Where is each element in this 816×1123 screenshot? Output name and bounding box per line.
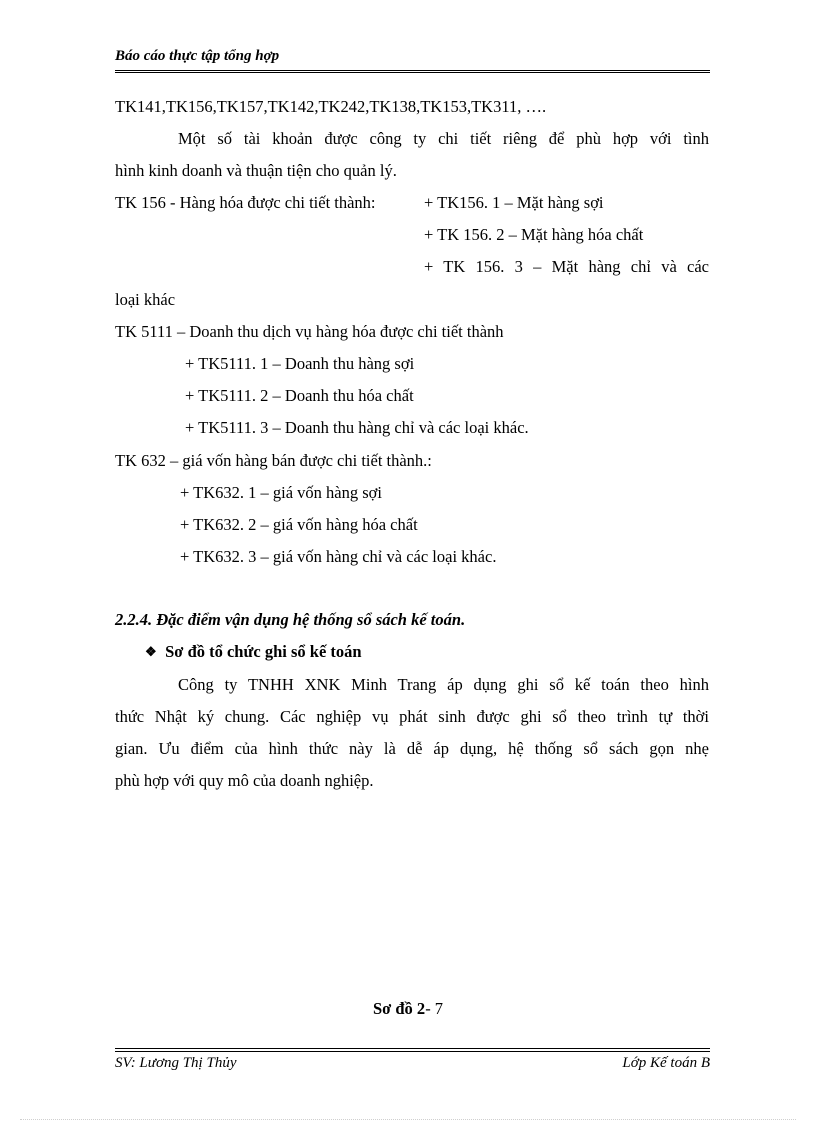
diamond-bullet-icon: ❖ [145, 644, 157, 659]
tk632-item: + TK632. 3 – giá vốn hàng chỉ và các loại khác. [180, 547, 497, 566]
bullet-heading-text: Sơ đồ tổ chức ghi sổ kế toán [165, 642, 362, 661]
header-rule-thin [115, 72, 710, 73]
page-edge [20, 1119, 796, 1120]
tk156-item: + TK 156. 3 – Mặt hàng chỉ và các [424, 257, 709, 276]
caption-label: Sơ đồ 2 [372, 999, 426, 1018]
caption-number: - 7 [425, 999, 444, 1018]
footer-rule-thin [115, 1051, 710, 1052]
tk632-item: + TK632. 2 – giá vốn hàng hóa chất [180, 515, 418, 534]
tk156-item: + TK156. 1 – Mặt hàng sợi [424, 193, 604, 212]
tk5111-item: + TK5111. 2 – Doanh thu hóa chất [185, 386, 414, 405]
tk5111-item: + TK5111. 3 – Doanh thu hàng chỉ và các loại khác. [185, 418, 529, 437]
paragraph-line-2: thức Nhật ký chung. Các nghiệp vụ phát sinh được ghi sổ theo trình tự thời [115, 707, 709, 726]
tk156-prefix: TK 156 - Hàng hóa được chi tiết thành: [115, 193, 376, 212]
tk5111-item: + TK5111. 1 – Doanh thu hàng sợi [185, 354, 415, 373]
footer-student: SV: Lương Thị Thủy [115, 1055, 237, 1071]
tk5111-title: TK 5111 – Doanh thu dịch vụ hàng hóa được chi tiết thành [115, 322, 504, 341]
footer-rule [115, 1048, 710, 1049]
paragraph-line-1: Công ty TNHH XNK Minh Trang áp dụng ghi sổ kế toán theo hình [178, 675, 709, 694]
tk632-item: + TK632. 1 – giá vốn hàng sợi [180, 483, 382, 502]
intro-paragraph-line-2: hình kinh doanh và thuận tiện cho quản lý. [115, 161, 397, 180]
tk156-continuation: loại khác [115, 290, 176, 309]
accounts-line: TK141,TK156,TK157,TK142,TK242,TK138,TK153,TK311, …. [115, 97, 547, 116]
header-rule [115, 70, 710, 71]
section-heading: 2.2.4. Đặc điểm vận dụng hệ thống sổ sách kế toán. [115, 610, 466, 629]
diagram-caption [0, 999, 816, 1019]
tk156-item: + TK 156. 2 – Mặt hàng hóa chất [424, 225, 644, 244]
tk632-title: TK 632 – giá vốn hàng bán được chi tiết thành.: [115, 451, 432, 470]
intro-paragraph-line-1: Một số tài khoản được công ty chi tiết riêng để phù hợp với tình [178, 129, 709, 148]
paragraph-line-3: gian. Ưu điểm của hình thức này là dễ áp dụng, hệ thống sổ sách gọn nhẹ [115, 739, 709, 758]
header-title: Báo cáo thực tập tổng hợp [115, 48, 280, 64]
footer-class: Lớp Kế toán B [622, 1055, 710, 1071]
bullet-heading [145, 642, 362, 662]
paragraph-line-4: phù hợp với quy mô của doanh nghiệp. [115, 771, 374, 790]
